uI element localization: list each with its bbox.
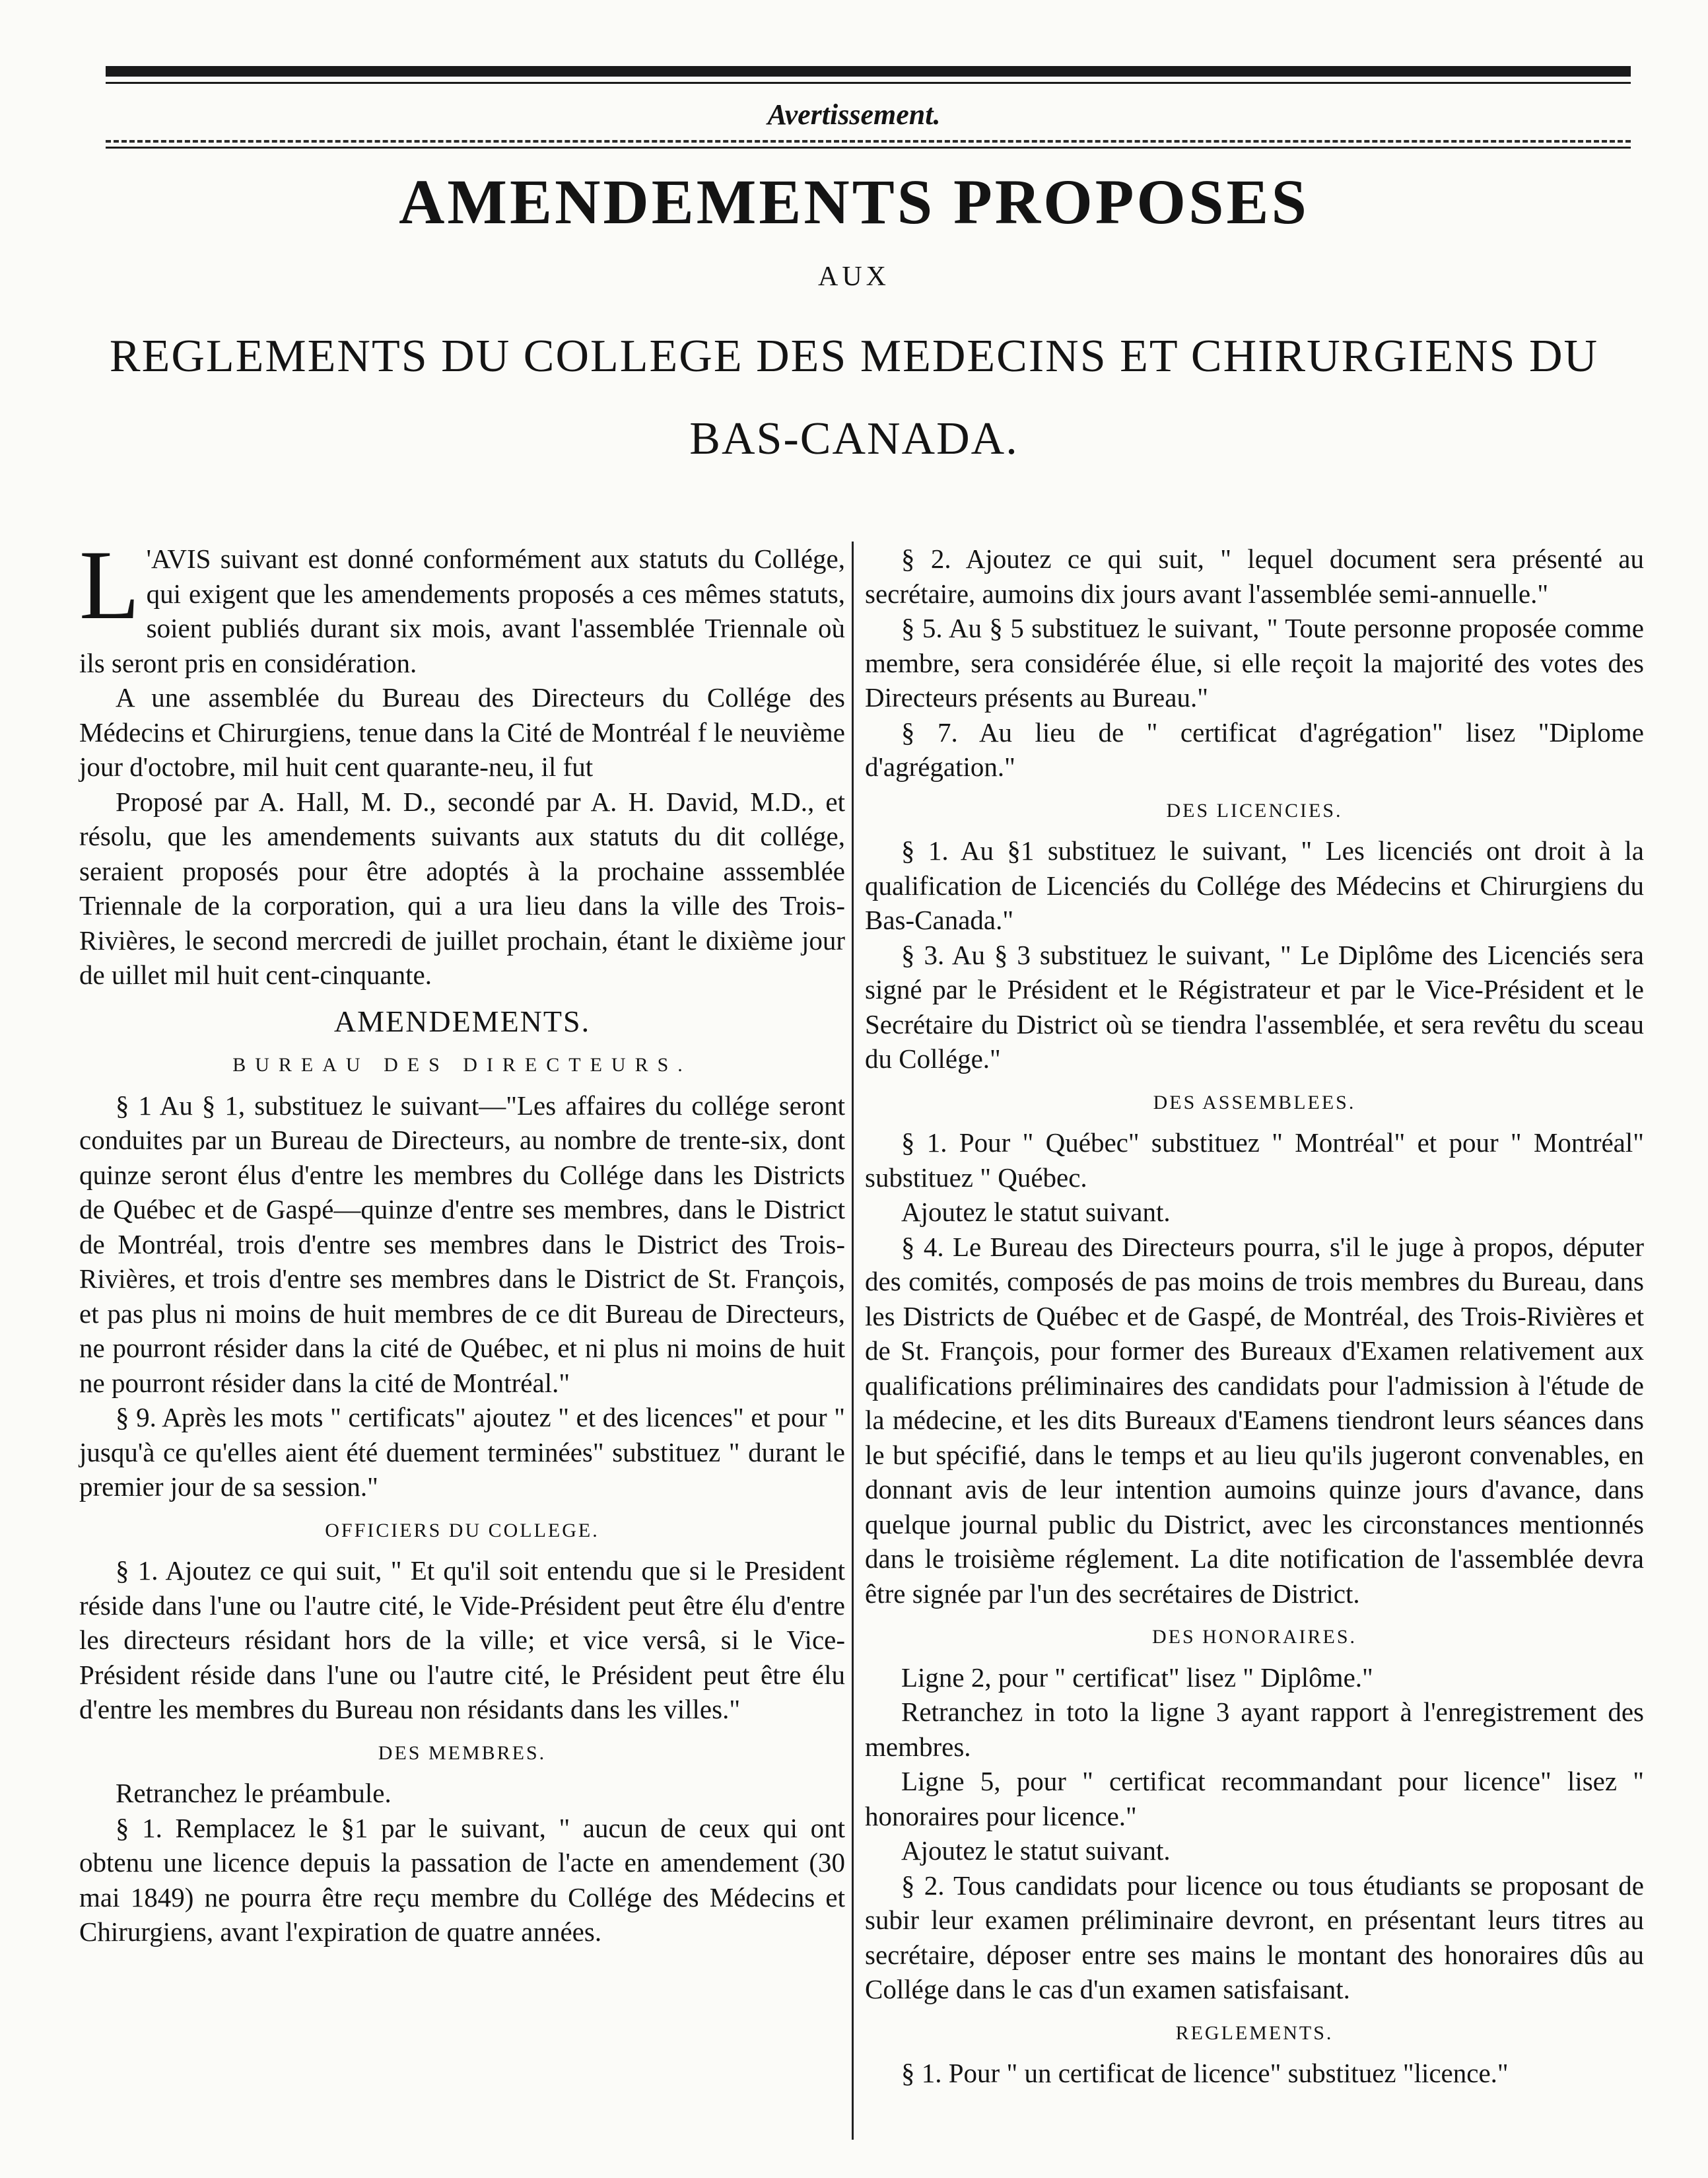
reglements-paragraph-1: § 1. Pour " un certificat de licence" substituez "licence." xyxy=(901,2058,1509,2088)
honoraires-paragraph-3: Ligne 5, pour " certificat recommandant pour licence" lisez " honoraires pour licence." xyxy=(865,1766,1644,1831)
reglements-heading: REGLEMENTS. xyxy=(1175,2021,1334,2044)
right-paragraph-1: § 2. Ajoutez ce qui suit, " lequel document sera présenté au secrétaire, aumoins dix jours avant l'assemblée semi-annuelle." xyxy=(865,544,1644,609)
subtitle-line2: BAS-CANADA. xyxy=(689,413,1019,464)
header-label: Avertissement. xyxy=(767,98,941,131)
honoraires-heading: DES HONORAIRES. xyxy=(1151,1626,1357,1648)
bureau-paragraph-2: § 9. Après les mots " certificats" ajoutez " et des licences" et pour " jusqu'à ce qu'elles aient été duement terminées" substituez " durant le premier jour de sa session." xyxy=(79,1402,845,1502)
officiers-heading: OFFICIERS DU COLLEGE. xyxy=(325,1519,599,1541)
membres-paragraph-2: § 1. Remplacez le §1 par le suivant, " aucun de ceux qui ont obtenu une licence depuis la passation de l'acte en amendement (30 mai 1849) ne pourra être reçu membre du Collége des Médecins et Chirurgiens, avant l'expiration de quatre années. xyxy=(79,1812,845,1947)
drop-cap: L xyxy=(79,530,140,640)
licencies-heading: DES LICENCIES. xyxy=(1166,799,1343,822)
resolution-paragraph: Proposé par A. Hall, M. D., secondé par A. H. David, M.D., et résolu, que les amendements suivants aux statuts du dit collége, seraient proposés pour être adoptés à la prochaine asssemblée Triennale de la corporation, qui a ura lieu dans la ville des Trois-Rivières, le second mercredi de juillet prochain, étant le dixième jour de uillet mil huit cent-cinquante. xyxy=(79,786,845,990)
intro-text: 'AVIS suivant est donné conformément aux statuts du Collége, qui exigent que les amendements proposés a ces mêmes statuts, soient publiés durant six mois, avant l'assemblée Triennale où ils seront pris en considération. xyxy=(79,544,845,678)
assemblees-heading: DES ASSEMBLEES. xyxy=(1153,1091,1356,1113)
honoraires-paragraph-1: Ligne 2, pour " certificat" lisez " Diplôme." xyxy=(901,1662,1373,1693)
right-paragraph-2: § 5. Au § 5 substituez le suivant, " Toute personne proposée comme membre, sera considérée élue, si elle reçoit la majorité des votes des Directeurs présents au Bureau." xyxy=(865,613,1644,713)
title-aux: AUX xyxy=(818,262,890,292)
column-divider xyxy=(852,542,854,2140)
top-rule-thin xyxy=(106,82,1631,84)
bureau-paragraph-1: § 1 Au § 1, substituez le suivant—"Les affaires du collége seront conduites par un Bureau de Directeurs, au nombre de trente-six, dont quinze seront élus d'entre les membres du Collége dans les Districts de Québec et de Gaspé—quinze d'entre ses membres, dans le District de Montréal, trois d'entre ses membres dans le District des Trois-Rivières, et trois d'entre ses membres dans le District de St. François, et pas plus ni moins de huit membres de ce dit Bureau de Directeurs, ne pourront résider dans la cité de Québec, et ni plus ni moins de huit ne pourront résider dans la cité de Montréal." xyxy=(79,1090,845,1398)
honoraires-paragraph-5: § 2. Tous candidats pour licence ou tous étudiants se proposant de subir leur examen préliminaire devront, en présentant leurs titres au secrétaire, déposer entre ses mains le montant des honoraires dûs au Collége dans le cas d'un examen satisfaisant. xyxy=(865,1870,1644,2004)
honoraires-paragraph-2: Retranchez in toto la ligne 3 ayant rapport à l'enregistrement des membres. xyxy=(865,1697,1644,1762)
subtitle-line1: REGLEMENTS DU COLLEGE DES MEDECINS ET CHIRURGIENS DU xyxy=(109,331,1599,382)
amendements-heading: AMENDEMENTS. xyxy=(333,1004,591,1038)
membres-heading: DES MEMBRES. xyxy=(378,1741,547,1764)
officiers-paragraph: § 1. Ajoutez ce qui suit, " Et qu'il soit entendu que si le President réside dans l'une ou l'autre cité, le Vide-Président peut être élu d'entre les directeurs résidant hors de la ville; et vice versâ, si le Vice-Président réside dans l'une ou l'autre cité, le Président peut être élu d'entre les membres du Bureau non résidants dans les villes." xyxy=(79,1555,845,1724)
header-rule-dashed xyxy=(106,140,1631,143)
honoraires-paragraph-4: Ajoutez le statut suivant. xyxy=(901,1835,1171,1866)
header-rule-thin xyxy=(106,147,1631,149)
membres-paragraph-1: Retranchez le préambule. xyxy=(116,1778,392,1808)
assemblees-paragraph-2: Ajoutez le statut suivant. xyxy=(901,1197,1171,1227)
left-column xyxy=(79,530,845,1950)
page-title: AMENDEMENTS PROPOSES xyxy=(399,166,1309,237)
licencies-paragraph-1: § 1. Au §1 substituez le suivant, " Les licenciés ont droit à la qualification de Licenciés du Collége des Médecins et Chirurgiens du Bas-Canada." xyxy=(865,835,1644,935)
top-rule-thick xyxy=(106,66,1631,77)
meeting-paragraph: A une assemblée du Bureau des Directeurs du Collége des Médecins et Chirurgiens, tenue dans la Cité de Montréal f le neuvième jour d'octobre, mil huit cent quarante-neu, il fut xyxy=(79,682,845,782)
assemblees-paragraph-3: § 4. Le Bureau des Directeurs pourra, s'il le juge à propos, députer des comités, composés de pas moins de trois membres du Bureau, dans les Districts de Québec et de Gaspé, de Montréal, des Trois-Rivières et de St. François, pour former des Bureaux d'Examen relativement aux qualifications préliminaires des candidats pour l'admission à l'étude de la médecine, et les dits Bureaux d'Eamens tiendront leurs séances dans le but spécifié, dans le temps et au lieu qu'ils jugeront convenables, en donnant avis de leur intention aumoins quinze jours d'avance, dans quelque journal public du District, avec les circonstances mentionnés dans le troisième réglement. La dite notification de l'assemblée devra être signée par l'un des secrétaires de District. xyxy=(865,1231,1644,1609)
intro-paragraph xyxy=(79,530,845,680)
licencies-paragraph-2: § 3. Au § 3 substituez le suivant, " Le Diplôme des Licenciés sera signé par le Président et le Régistrateur et par le Vice-Président et le Secrétaire du District où se tiendra l'assemblée, et sera revêtu du sceau du Collége." xyxy=(865,939,1644,1074)
right-paragraph-3: § 7. Au lieu de " certificat d'agrégation" lisez "Diplome d'agrégation." xyxy=(865,717,1644,782)
assemblees-paragraph-1: § 1. Pour " Québec" substituez " Montréal" et pour " Montréal" substituez " Québec. xyxy=(865,1127,1644,1193)
right-column xyxy=(865,542,1644,2091)
bureau-heading: BUREAU DES DIRECTEURS. xyxy=(232,1054,692,1076)
